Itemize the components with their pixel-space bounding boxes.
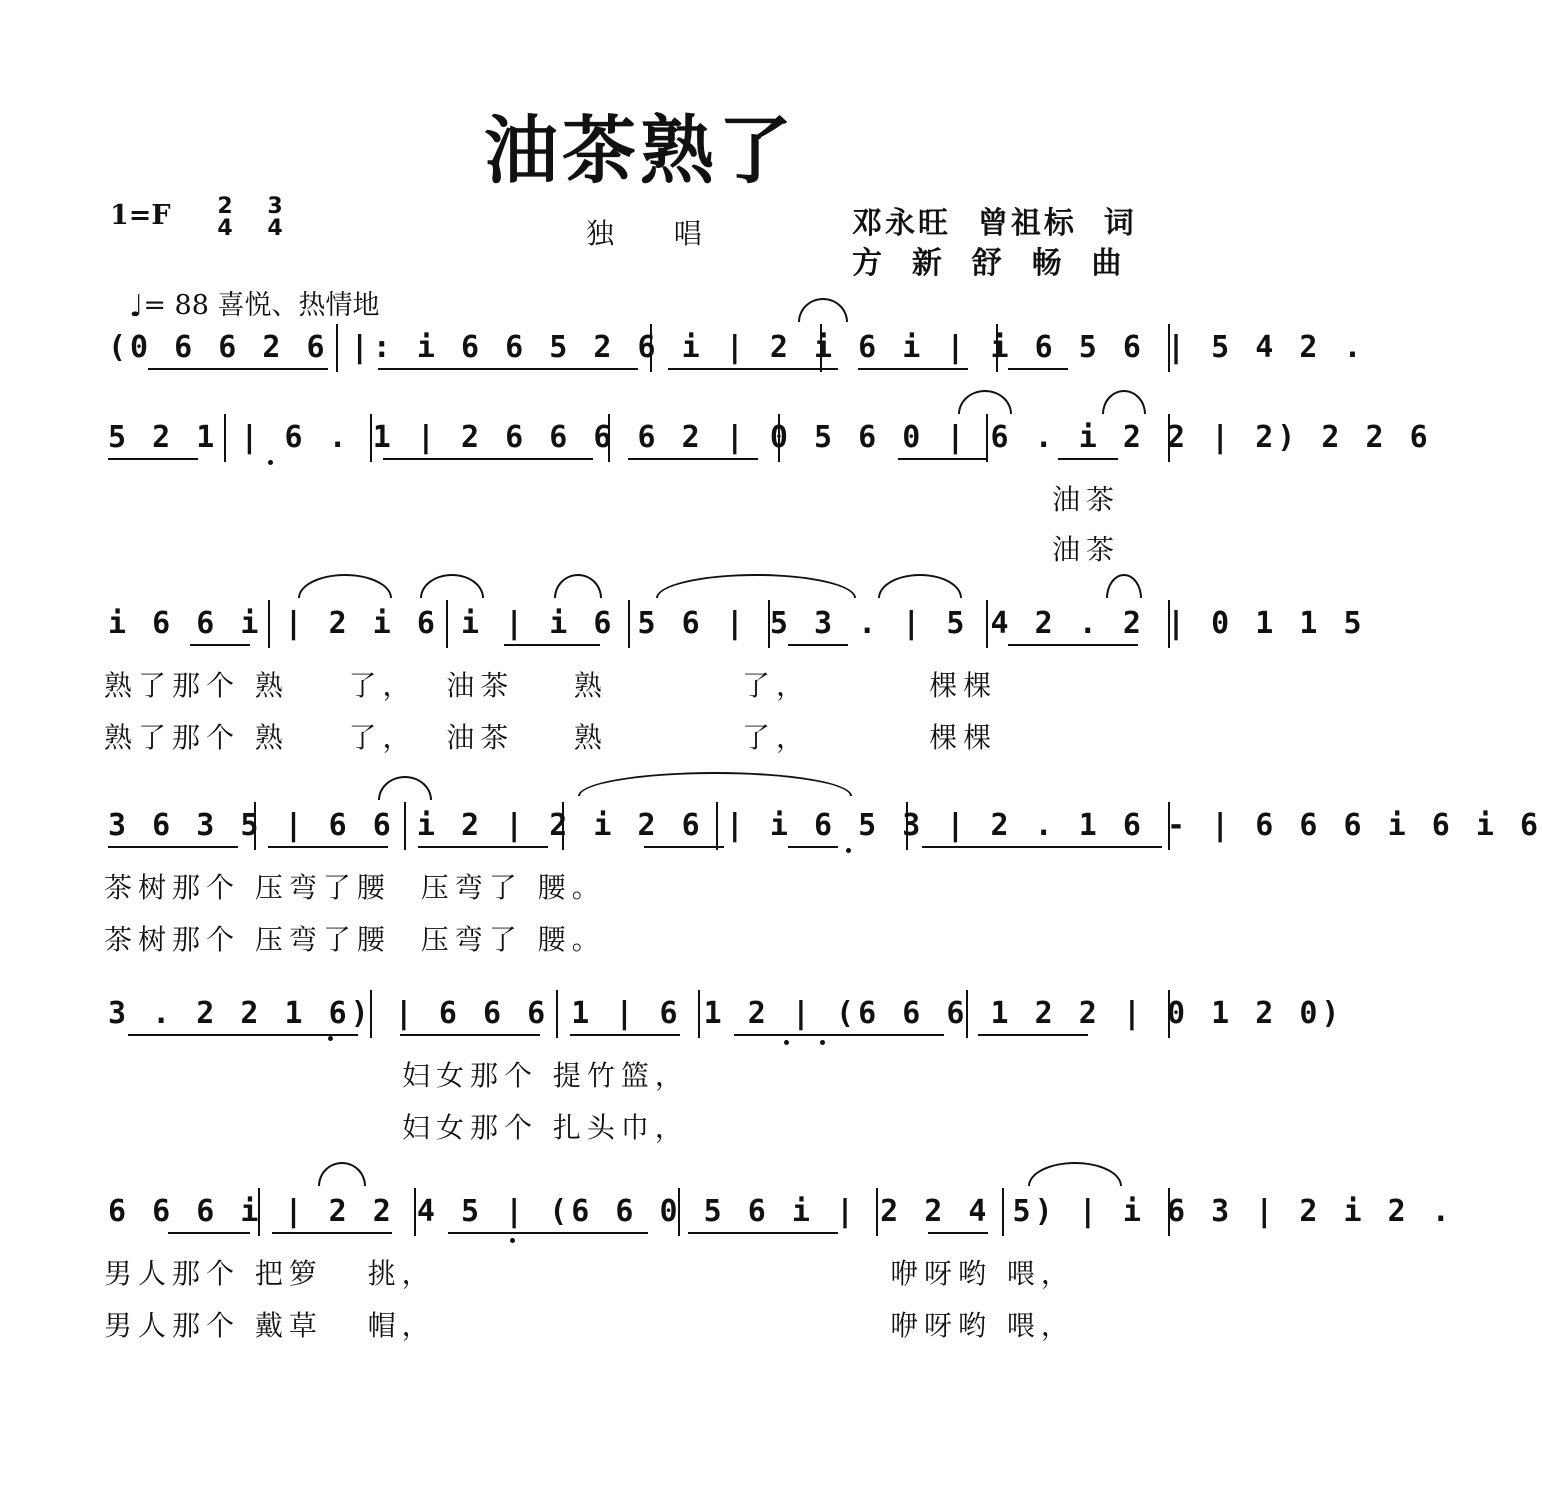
- underline: [788, 644, 848, 646]
- underline: [190, 644, 250, 646]
- time-signature-2: [262, 196, 288, 240]
- underline: [688, 1232, 838, 1234]
- underline: [168, 1232, 250, 1234]
- barline: [556, 990, 558, 1038]
- barline: [258, 1188, 260, 1236]
- notation-line: 6 6 6 i | 2 2 4 5 | (6 6 0 5 6 i | 2 2 4 5) | i 6 3 | 2 i 2 .: [108, 1194, 1454, 1229]
- barline: [650, 324, 652, 372]
- low-octave-dot: [328, 1036, 333, 1041]
- slur: [1028, 1162, 1122, 1186]
- time-sig-2-numerator: 3: [267, 194, 283, 219]
- underline: [898, 458, 988, 460]
- slur: [798, 298, 848, 322]
- underline: [922, 846, 1162, 848]
- low-octave-dot: [268, 460, 273, 465]
- notation-line: (0 6 6 2 6 |: i 6 6 5 2 6 i | 2 i 6 i | i 6 5 6 | 5 4 2 .: [108, 330, 1366, 365]
- lyric-verse-1: 妇女那个 提竹篮，: [402, 1059, 689, 1092]
- underline: [928, 1232, 988, 1234]
- notation-line: i 6 6 i | 2 i 6 i | i 6 5 6 | 5 3 . | 5 4 2 . 2 | 0 1 1 5: [108, 606, 1366, 641]
- tempo-marking: [112, 252, 379, 324]
- underline: [1008, 644, 1138, 646]
- slur: [958, 390, 1012, 414]
- tempo-text: = 88 喜悦、热情地: [143, 290, 380, 321]
- notation-line: 3 . 2 2 1 6) | 6 6 6 1 | 6 1 2 | (6 6 6 1 2 2 | 0 1 2 0): [108, 996, 1344, 1031]
- lyric-verse-1-ending: 咿呀哟 喂，: [890, 1257, 1075, 1290]
- underline: [378, 368, 638, 370]
- lyric-verse-2: 熟了那个 熟 了， 油茶 熟 了， 棵棵: [104, 721, 998, 754]
- slur: [298, 574, 392, 598]
- barline: [268, 600, 270, 648]
- barline: [336, 324, 338, 372]
- underline: [1058, 458, 1118, 460]
- quarter-note-icon: ♩: [129, 289, 144, 324]
- barline: [1168, 414, 1170, 462]
- underline: [504, 644, 600, 646]
- barline: [678, 1188, 680, 1236]
- lyric-verse-2: 妇女那个 扎头巾，: [402, 1111, 689, 1144]
- low-octave-dot: [820, 1040, 825, 1045]
- barline: [876, 1188, 878, 1236]
- barline: [768, 600, 770, 648]
- barline: [778, 414, 780, 462]
- underline: [788, 846, 838, 848]
- underline: [148, 368, 328, 370]
- underline: [628, 458, 758, 460]
- slur: [656, 574, 856, 598]
- barline: [1168, 990, 1170, 1038]
- time-sig-1-numerator: 2: [217, 194, 233, 219]
- composer-credit: 方 新 舒 畅 曲: [852, 246, 1125, 281]
- notation-line: 3 6 3 5 | 6 6 i 2 | 2 i 2 6 | i 6 5 3 | 2 . 1 6 - | 6 6 6 i 6 i 6: [108, 808, 1542, 843]
- slur: [318, 1162, 366, 1186]
- barline: [986, 600, 988, 648]
- barline: [370, 414, 372, 462]
- slur: [578, 772, 852, 796]
- lyric-verse-2: 茶树那个 压弯了腰 压弯了 腰。: [104, 923, 606, 956]
- barline: [986, 414, 988, 462]
- barline: [698, 990, 700, 1038]
- barline: [254, 802, 256, 850]
- lyric-verse-1: 油茶: [1052, 483, 1121, 516]
- low-octave-dot: [784, 1040, 789, 1045]
- lyric-verse-2: 男人那个 戴草 帽，: [104, 1309, 436, 1342]
- underline: [570, 1034, 680, 1036]
- underline: [668, 368, 838, 370]
- barline: [404, 802, 406, 850]
- underline: [1008, 368, 1068, 370]
- barline: [1168, 324, 1170, 372]
- lyric-verse-1: 男人那个 把箩 挑，: [104, 1257, 436, 1290]
- barline: [1168, 802, 1170, 850]
- barline: [906, 802, 908, 850]
- underline: [448, 1232, 648, 1234]
- barline: [1168, 600, 1170, 648]
- barline: [966, 990, 968, 1038]
- barline: [608, 414, 610, 462]
- slur: [420, 574, 484, 598]
- underline: [978, 1034, 1088, 1036]
- underline: [383, 458, 593, 460]
- lyric-verse-1: 茶树那个 压弯了腰 压弯了 腰。: [104, 871, 606, 904]
- slur: [554, 574, 602, 598]
- underline: [858, 368, 968, 370]
- lyric-verse-2: 油茶: [1052, 533, 1121, 566]
- time-sig-2-denominator: 4: [267, 216, 283, 241]
- slur: [1102, 390, 1146, 414]
- underline: [400, 1034, 540, 1036]
- underline: [272, 1232, 392, 1234]
- barline: [1168, 1188, 1170, 1236]
- underline: [644, 846, 724, 848]
- song-title: 油茶熟了: [484, 108, 796, 194]
- low-octave-dot: [846, 848, 851, 853]
- barline: [716, 802, 718, 850]
- slur: [378, 776, 432, 800]
- underline: [418, 846, 548, 848]
- underline: [734, 1034, 944, 1036]
- barline: [562, 802, 564, 850]
- underline: [268, 846, 388, 848]
- low-octave-dot: [510, 1238, 515, 1243]
- time-sig-1-denominator: 4: [217, 216, 233, 241]
- barline: [1002, 1188, 1004, 1236]
- underline: [128, 1034, 358, 1036]
- barline: [628, 600, 630, 648]
- lyric-verse-1: 熟了那个 熟 了， 油茶 熟 了， 棵棵: [104, 669, 998, 702]
- barline: [414, 1188, 416, 1236]
- slur: [878, 574, 962, 598]
- key-signature: 1=F: [110, 200, 171, 231]
- performance-type: 独 唱: [586, 217, 716, 250]
- barline: [820, 324, 822, 372]
- underline: [108, 846, 238, 848]
- lyricist-credit: 邓永旺 曾祖标 词: [852, 206, 1137, 241]
- time-signature-1: [212, 196, 238, 240]
- barline: [370, 990, 372, 1038]
- notation-line: 5 2 1 | 6 . 1 | 2 6 6 6 6 2 | 0 5 6 0 | 6 . i 2 2 | 2) 2 2 6: [108, 420, 1432, 455]
- barline: [224, 414, 226, 462]
- underline: [108, 458, 198, 460]
- lyric-verse-2-ending: 咿呀哟 喂，: [890, 1309, 1075, 1342]
- barline: [446, 600, 448, 648]
- slur: [1106, 574, 1142, 598]
- barline: [996, 324, 998, 372]
